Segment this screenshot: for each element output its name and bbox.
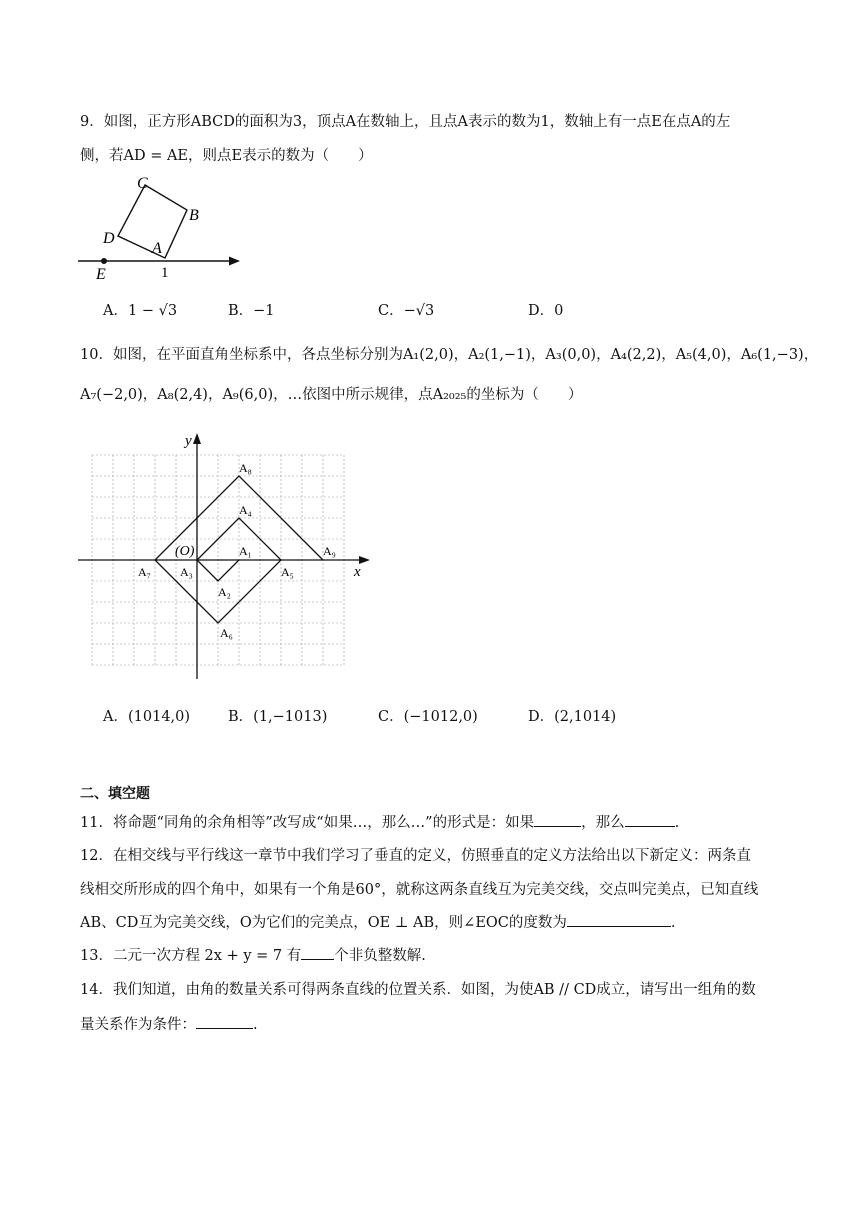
q12-blank[interactable] (567, 911, 671, 927)
label-a7: A₇ (138, 565, 151, 579)
section-title: 二、填空题 (80, 786, 150, 802)
label-a5: A₅ (281, 565, 294, 579)
label-c: C (137, 175, 148, 192)
label-a3: A₃ (180, 565, 193, 579)
q9-text-line2: 侧，若AD = AE，则点E表示的数为（ ） (80, 148, 373, 164)
q10-text-line2: A₇(−2,0)，A₈(2,4)，A₉(6,0)，…依图中所示规律，点A₂₀₂₅的坐标为（ ） (80, 387, 583, 403)
q11-text: 11．将命题“同角的余角相等”改写成“如果…，那么…”的形式是：如果 ，那么 . (80, 811, 679, 834)
q14-blank[interactable] (196, 1013, 253, 1029)
q12-text-line3: AB、CD互为完美交线，O为它们的完美点，OE ⊥ AB，则∠EOC的度数为 . (80, 911, 676, 934)
label-origin: (O) (175, 544, 195, 559)
q9-option-b: B．−1 (228, 303, 275, 319)
q10-option-a: A．(1014,0) (103, 709, 191, 725)
q10-coordinate-figure (70, 425, 380, 690)
point-e (101, 258, 107, 264)
q9-option-d: D．0 (528, 303, 564, 319)
number-line-arrow (229, 257, 240, 266)
q9-option-a: A．1 − √3 (103, 303, 178, 319)
q14-text-line2: 量关系作为条件： . (80, 1013, 258, 1036)
q13-blank[interactable] (301, 944, 334, 960)
label-a9: A₉ (323, 544, 336, 558)
q12-text-line2: 线相交所形成的四个角中，如果有一个角是60°，就称这两条直线互为完美交线，交点叫完美点，已知直线 (80, 882, 759, 898)
label-d: D (103, 230, 115, 247)
label-a2: A₂ (218, 585, 231, 599)
q9-figure (70, 170, 260, 285)
label-a: A (152, 240, 162, 257)
label-b: B (189, 207, 199, 224)
q10-option-c: C．(−1012,0) (378, 709, 478, 725)
label-a8: A₈ (239, 461, 252, 475)
label-y: y (185, 433, 192, 449)
q12-text-line1: 12．在相交线与平行线这一章节中我们学习了垂直的定义，仿照垂直的定义方法给出以下新定义：两条直 (80, 848, 751, 864)
q11-blank-1[interactable] (534, 811, 581, 827)
y-axis-arrow (193, 433, 201, 444)
q13-text: 13．二元一次方程 2x + y = 7 有 个非负整数解. (80, 944, 426, 967)
label-e: E (96, 266, 106, 283)
x-axis-arrow (359, 556, 370, 564)
q10-option-b: B．(1,−1013) (228, 709, 328, 725)
label-a6: A₆ (220, 626, 233, 640)
q11-blank-2[interactable] (625, 811, 675, 827)
q9-option-c: C．−√3 (378, 303, 435, 319)
label-one: 1 (161, 265, 169, 281)
label-x: x (354, 564, 361, 580)
q9-text-line1: 9．如图，正方形ABCD的面积为3，顶点A在数轴上，且点A表示的数为1，数轴上有一点E在点A的左 (80, 114, 731, 130)
q10-option-d: D．(2,1014) (528, 709, 617, 725)
label-a1: A₁ (239, 544, 252, 558)
q14-text-line1: 14．我们知道，由角的数量关系可得两条直线的位置关系．如图，为使AB // CD成立，请写出一组角的数 (80, 982, 756, 998)
q10-text-line1: 10．如图，在平面直角坐标系中，各点坐标分别为A₁(2,0)，A₂(1,−1)，A₃(0,0)，A₄(2,2)，A₅(4,0)，A₆(1,−3)， (80, 347, 819, 363)
label-a4: A₄ (239, 503, 252, 517)
